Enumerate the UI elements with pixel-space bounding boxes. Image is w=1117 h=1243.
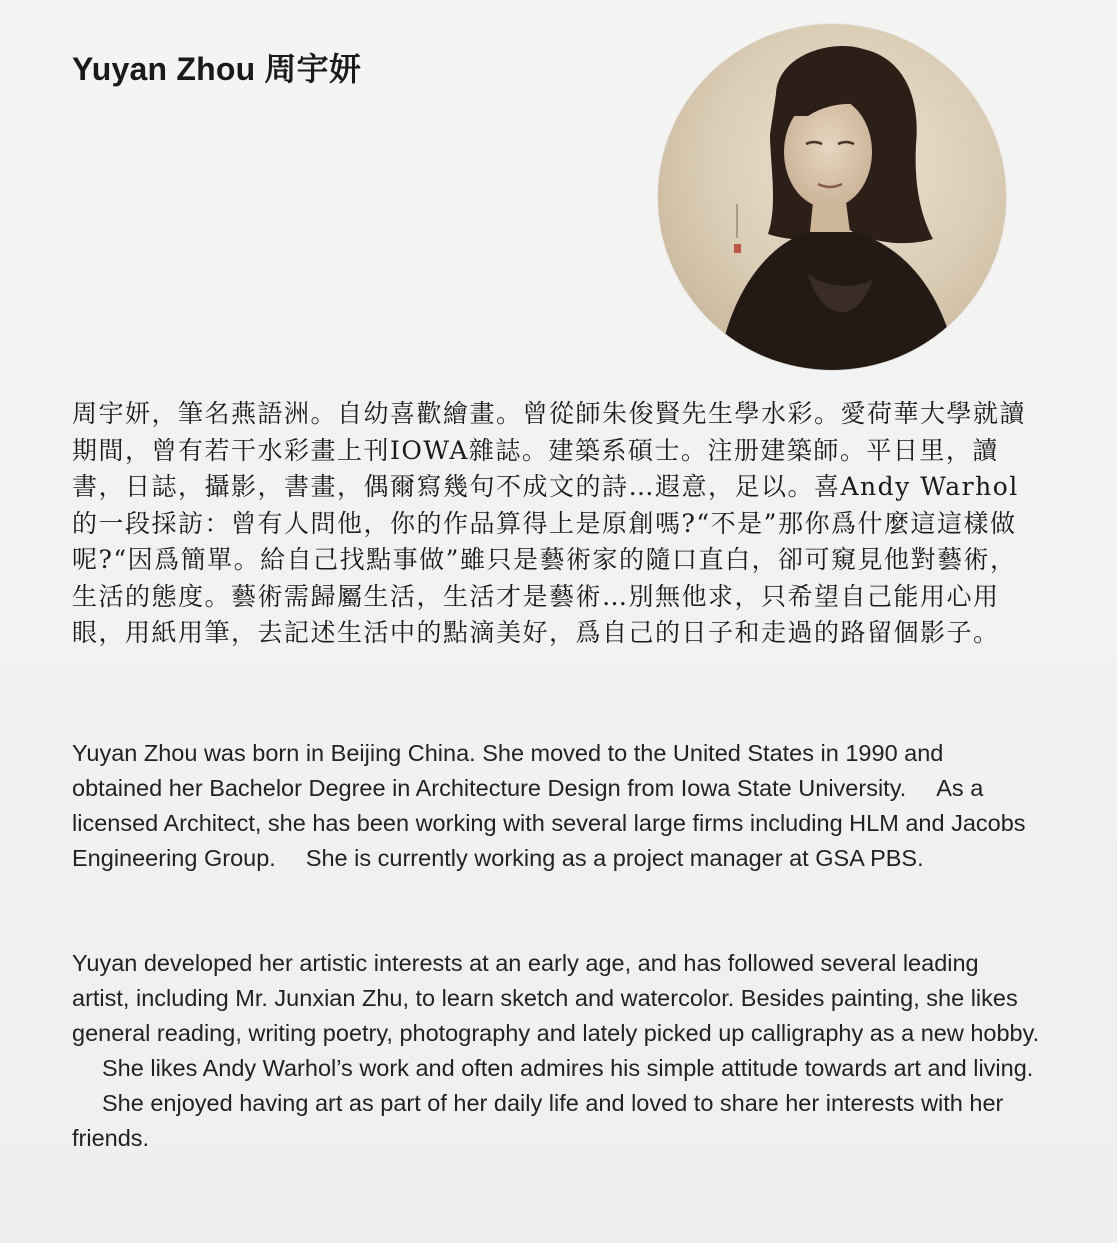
bio-2-sentence-2: She likes Andy Warhol’s work and often admires his simple attitude towards art and living. [102,1055,1034,1081]
bio-1-sentence-1: Yuyan Zhou was born in Beijing China. She moved to the United States in 1990 and obtained her Bachelor Degree in Architecture Design from Iowa State University. [72,740,944,801]
bio-1-sentence-3: She is currently working as a project manager at GSA PBS. [305,845,924,871]
bio-chinese-paragraph: 周宇妍，筆名燕語洲。自幼喜歡繪畫。曾從師朱俊賢先生學水彩。愛荷華大學就讀期間，曾有若干水彩畫上刊IOWA雜誌。建築系碩士。注册建築師。平日里，讀書，日誌，攝影，書畫，偶爾寫幾句不成文的詩…遐意，足以。喜Andy Warhol的一段採訪：曾有人問他，你的作品算得上是原創嗎?“不是”那你爲什麼這這樣做呢?“因爲簡單。給自己找點事做”雖只是藝術家的隨口直白，卻可窺見他對藝術，生活的態度。藝術需歸屬生活，生活才是藝術…別無他求，只希望自己能用心用眼，用紙用筆，去記述生活中的點滴美好，爲自己的日子和走過的路留個影子。 [72,399,1027,647]
bio-english-paragraph-2 [72,946,1040,1156]
bio-2-sentence-1: Yuyan developed her artistic interests at an early age, and has followed several leading artist, including Mr. Junxian Zhu, to learn sketch and watercolor. Besides painting, she likes general reading, writing poetry, photography and lately picked up calligraphy as a new hobby. [72,950,1040,1046]
portrait-photo-icon [658,24,1006,370]
bio-1-sentence-2: As a licensed Architect, she has been working with several large firms including HLM and Jacobs Engineering Group. [72,775,1026,871]
bio-2-sentence-3: She enjoyed having art as part of her daily life and loved to share her interests with her friends. [72,1090,1004,1151]
bio-english-paragraph-1 [72,736,1040,876]
portrait-photo [658,24,1006,370]
page-title: Yuyan Zhou 周宇妍 [72,51,362,87]
